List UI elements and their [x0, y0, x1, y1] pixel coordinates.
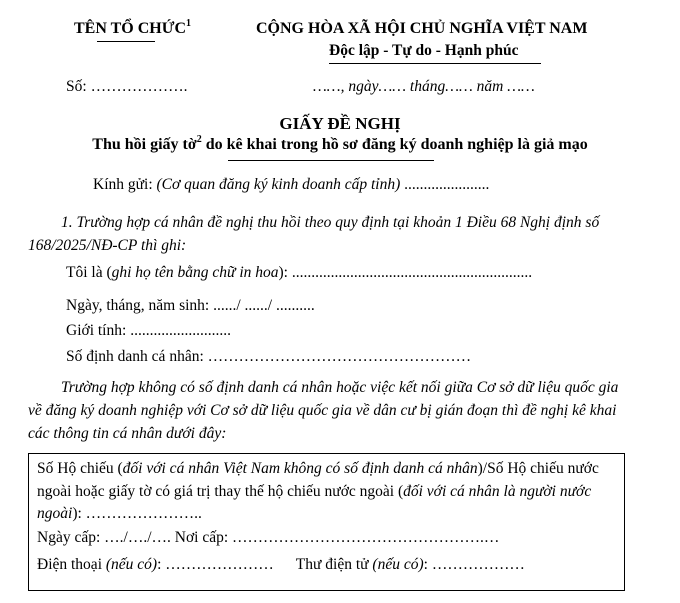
recipient-agency: (Cơ quan đăng ký kinh doanh cấp tỉnh) — [156, 176, 401, 193]
email-blank[interactable]: ……………… — [431, 556, 525, 573]
organization-underline — [97, 41, 155, 42]
organization-name — [74, 20, 191, 38]
organization-name-text: TÊN TỔ CHỨC — [74, 20, 187, 37]
full-name-label: Tôi là ( — [66, 264, 112, 281]
gender-field — [66, 322, 231, 340]
subtitle-part-2: do kê khai trong hồ sơ đăng ký doanh nghiệp là giả mạo — [201, 136, 588, 153]
phone-label: Điện thoại — [37, 556, 106, 573]
subtitle-part-1: Thu hồi giấy tờ — [92, 136, 197, 153]
date-of-birth-label: Ngày, tháng, năm sinh: — [66, 297, 214, 314]
national-title: CỘNG HÒA XÃ HỘI CHỦ NGHĨA VIỆT NAM — [256, 20, 588, 37]
recipient-blank[interactable]: ...................... — [400, 176, 490, 193]
email-colon: : — [423, 556, 432, 573]
document-title: GIẤY ĐỀ NGHỊ — [279, 114, 401, 133]
personal-id-label: Số định danh cá nhân: — [66, 348, 208, 365]
document-number — [66, 78, 187, 96]
issue-date-label: Ngày cấp: — [37, 529, 105, 546]
passport-number-blank[interactable]: ………………….. — [85, 505, 202, 522]
passport-hint-2: đối với cá nhân là người nước ngoài — [37, 482, 592, 522]
date-of-birth-blank[interactable]: ....../ ....../ .......... — [213, 297, 315, 314]
passport-label-close: ): — [72, 505, 86, 522]
date-of-birth-field — [66, 297, 315, 315]
motto-underline — [329, 63, 541, 64]
passport-label-1: Số Hộ chiếu ( — [37, 460, 123, 477]
contact-info-field — [37, 556, 525, 574]
national-motto: Độc lập - Tự do - Hạnh phúc — [329, 42, 519, 59]
section-1-instruction: 1. Trường hợp cá nhân đề nghị thu hồi theo quy định tại khoản 1 Điều 68 Nghị định số 168/2025/NĐ-CP thì ghi: — [28, 214, 600, 254]
footnote-marker-2: 2 — [196, 134, 202, 145]
passport-hint-1: đối với cá nhân Việt Nam không có số định danh cá nhân — [122, 460, 478, 477]
full-name-blank[interactable]: .............................................................. — [291, 264, 533, 281]
subtitle-underline — [228, 160, 434, 161]
email-hint: (nếu có) — [372, 556, 424, 573]
document-number-blank[interactable]: ………………. — [86, 78, 188, 95]
issue-place-label: Nơi cấp: — [170, 529, 233, 546]
issue-info-field — [37, 529, 499, 547]
gender-label: Giới tính: — [66, 322, 131, 339]
phone-blank[interactable]: ………………… — [165, 556, 274, 573]
recipient-line — [93, 176, 489, 194]
issue-date-blank[interactable]: …./…./…. — [104, 529, 171, 546]
personal-id-blank[interactable]: …………………………………………… — [207, 348, 472, 365]
document-number-label: Số: — [66, 78, 87, 95]
phone-colon: : — [157, 556, 166, 573]
recipient-label: Kính gửi: — [93, 176, 157, 193]
passport-number-field — [37, 458, 622, 526]
full-name-label-close: ): — [278, 264, 292, 281]
passport-label-2: )/Số Hộ chiếu nước ngoài hoặc giấy tờ có giá trị thay thế hộ chiếu nước ngoài ( — [37, 460, 599, 500]
personal-id-field — [66, 348, 471, 366]
email-label: Thư điện tử — [295, 556, 373, 573]
date-line[interactable]: ……, ngày…… tháng…… năm …… — [313, 78, 535, 95]
document-subtitle — [0, 136, 680, 154]
phone-hint: (nếu có) — [105, 556, 158, 573]
gender-blank[interactable]: .......................... — [130, 322, 231, 339]
footnote-marker-1: 1 — [186, 18, 192, 29]
passport-info-box — [28, 453, 625, 591]
issue-place-blank[interactable]: ………………………………………….… — [232, 529, 500, 546]
full-name-hint: ghi họ tên bằng chữ in hoa — [111, 264, 279, 281]
full-name-field — [66, 264, 532, 282]
alternative-info-instruction: Trường hợp không có số định danh cá nhân hoặc việc kết nối giữa Cơ sở dữ liệu quốc gia về đăng ký doanh nghiệp với Cơ sở dữ liệu quốc gia về dân cư bị gián đoạn thì đề nghị kê khai các thông tin cá nhân dưới đây: — [28, 379, 619, 442]
